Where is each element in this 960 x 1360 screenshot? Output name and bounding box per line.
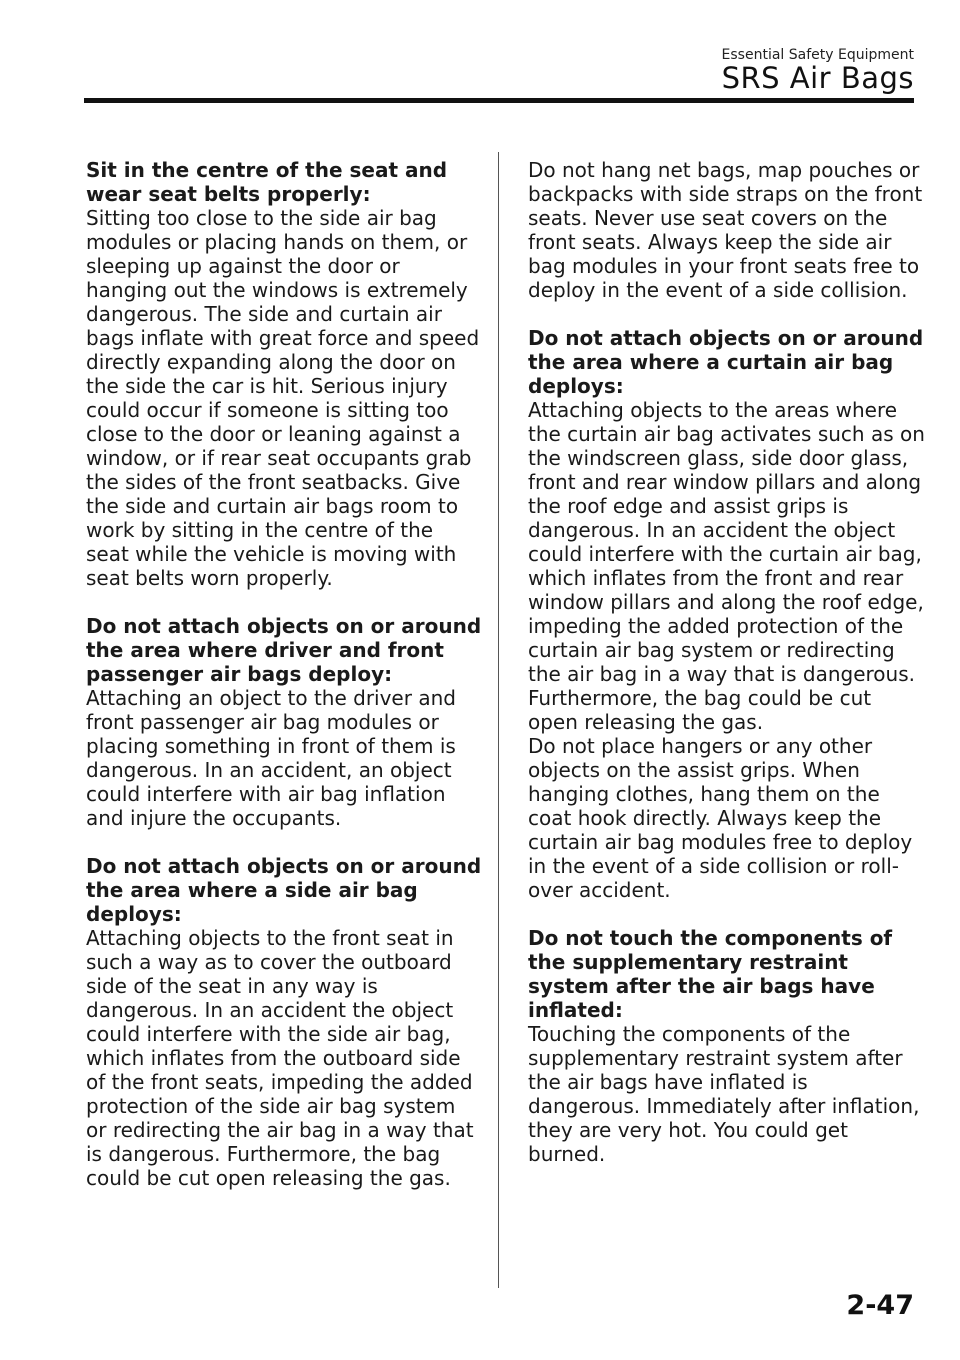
text-block [528,158,926,302]
block-body: Attaching an object to the driver and front passenger air bag modules or placing something in front of them is dangerous. In an accident, an object could interfere with air bag inflation and injure the occupants. [86,686,456,830]
text-block [528,926,926,1166]
block-heading: Do not attach objects on or around the area where a curtain air bag deploys: [528,326,924,398]
text-block [86,158,482,590]
section-label: Essential Safety Equipment [721,47,914,63]
block-body: Touching the components of the supplementary restraint system after the air bags have inflated is dangerous. Immediately after inflation, they are very hot. You could get burned. [528,1022,920,1166]
block-heading: Do not touch the components of the supplementary restraint system after the air bags have inflated: [528,926,893,1022]
text-block [86,854,482,1190]
header-rule [84,98,914,103]
page-title: SRS Air Bags [721,61,914,95]
block-body: Attaching objects to the areas where the curtain air bag activates such as on the windscreen glass, side door glass, front and rear window pillars and along the roof edge and assist grips is dangerous. In an accident the object could interfere with the curtain air bag, which inflates from the front and rear window pillars and along the roof edge, impeding the added protection of the curtain air bag system or redirecting the air bag in a way that is dangerous. Furthermore, the bag could be cut open releasing the gas. [528,398,925,734]
block-heading: Do not attach objects on or around the area where driver and front passenger air bags deploy: [86,614,482,686]
left-column [86,158,482,1214]
block-body: Do not place hangers or any other objects on the assist grips. When hanging clothes, hang them on the coat hook directly. Always keep the curtain air bag modules free to deploy in the event of a side collision or roll-over accident. [528,734,913,902]
right-column [528,158,926,1190]
text-block [86,614,482,830]
block-heading: Do not attach objects on or around the area where a side air bag deploys: [86,854,482,926]
column-divider [498,152,499,1288]
intro-paragraph: Do not hang net bags, map pouches or backpacks with side straps on the front seats. Never use seat covers on the front seats. Always keep the side air bag modules in your front seats free to deploy in the event of a side collision. [528,158,923,302]
page-number: 2-47 [846,1290,914,1321]
block-body: Sitting too close to the side air bag modules or placing hands on them, or sleeping up against the door or hanging out the windows is extremely dangerous. The side and curtain air bags inflate with great force and speed directly expanding along the door on the side the car is hit. Serious injury could occur if someone is sitting too close to the door or leaning against a window, or if rear seat occupants grab the sides of the front seatbacks. Give the side and curtain air bags room to work by sitting in the centre of the seat while the vehicle is moving with seat belts worn properly. [86,206,480,590]
text-block [528,326,926,902]
block-body: Attaching objects to the front seat in such a way as to cover the outboard side of the seat in any way is dangerous. In an accident the object could interfere with the side air bag, which inflates from the outboard side of the front seats, impeding the added protection of the side air bag system or redirecting the air bag in a way that is dangerous. Furthermore, the bag could be cut open releasing the gas. [86,926,474,1190]
block-heading: Sit in the centre of the seat and wear seat belts properly: [86,158,448,206]
